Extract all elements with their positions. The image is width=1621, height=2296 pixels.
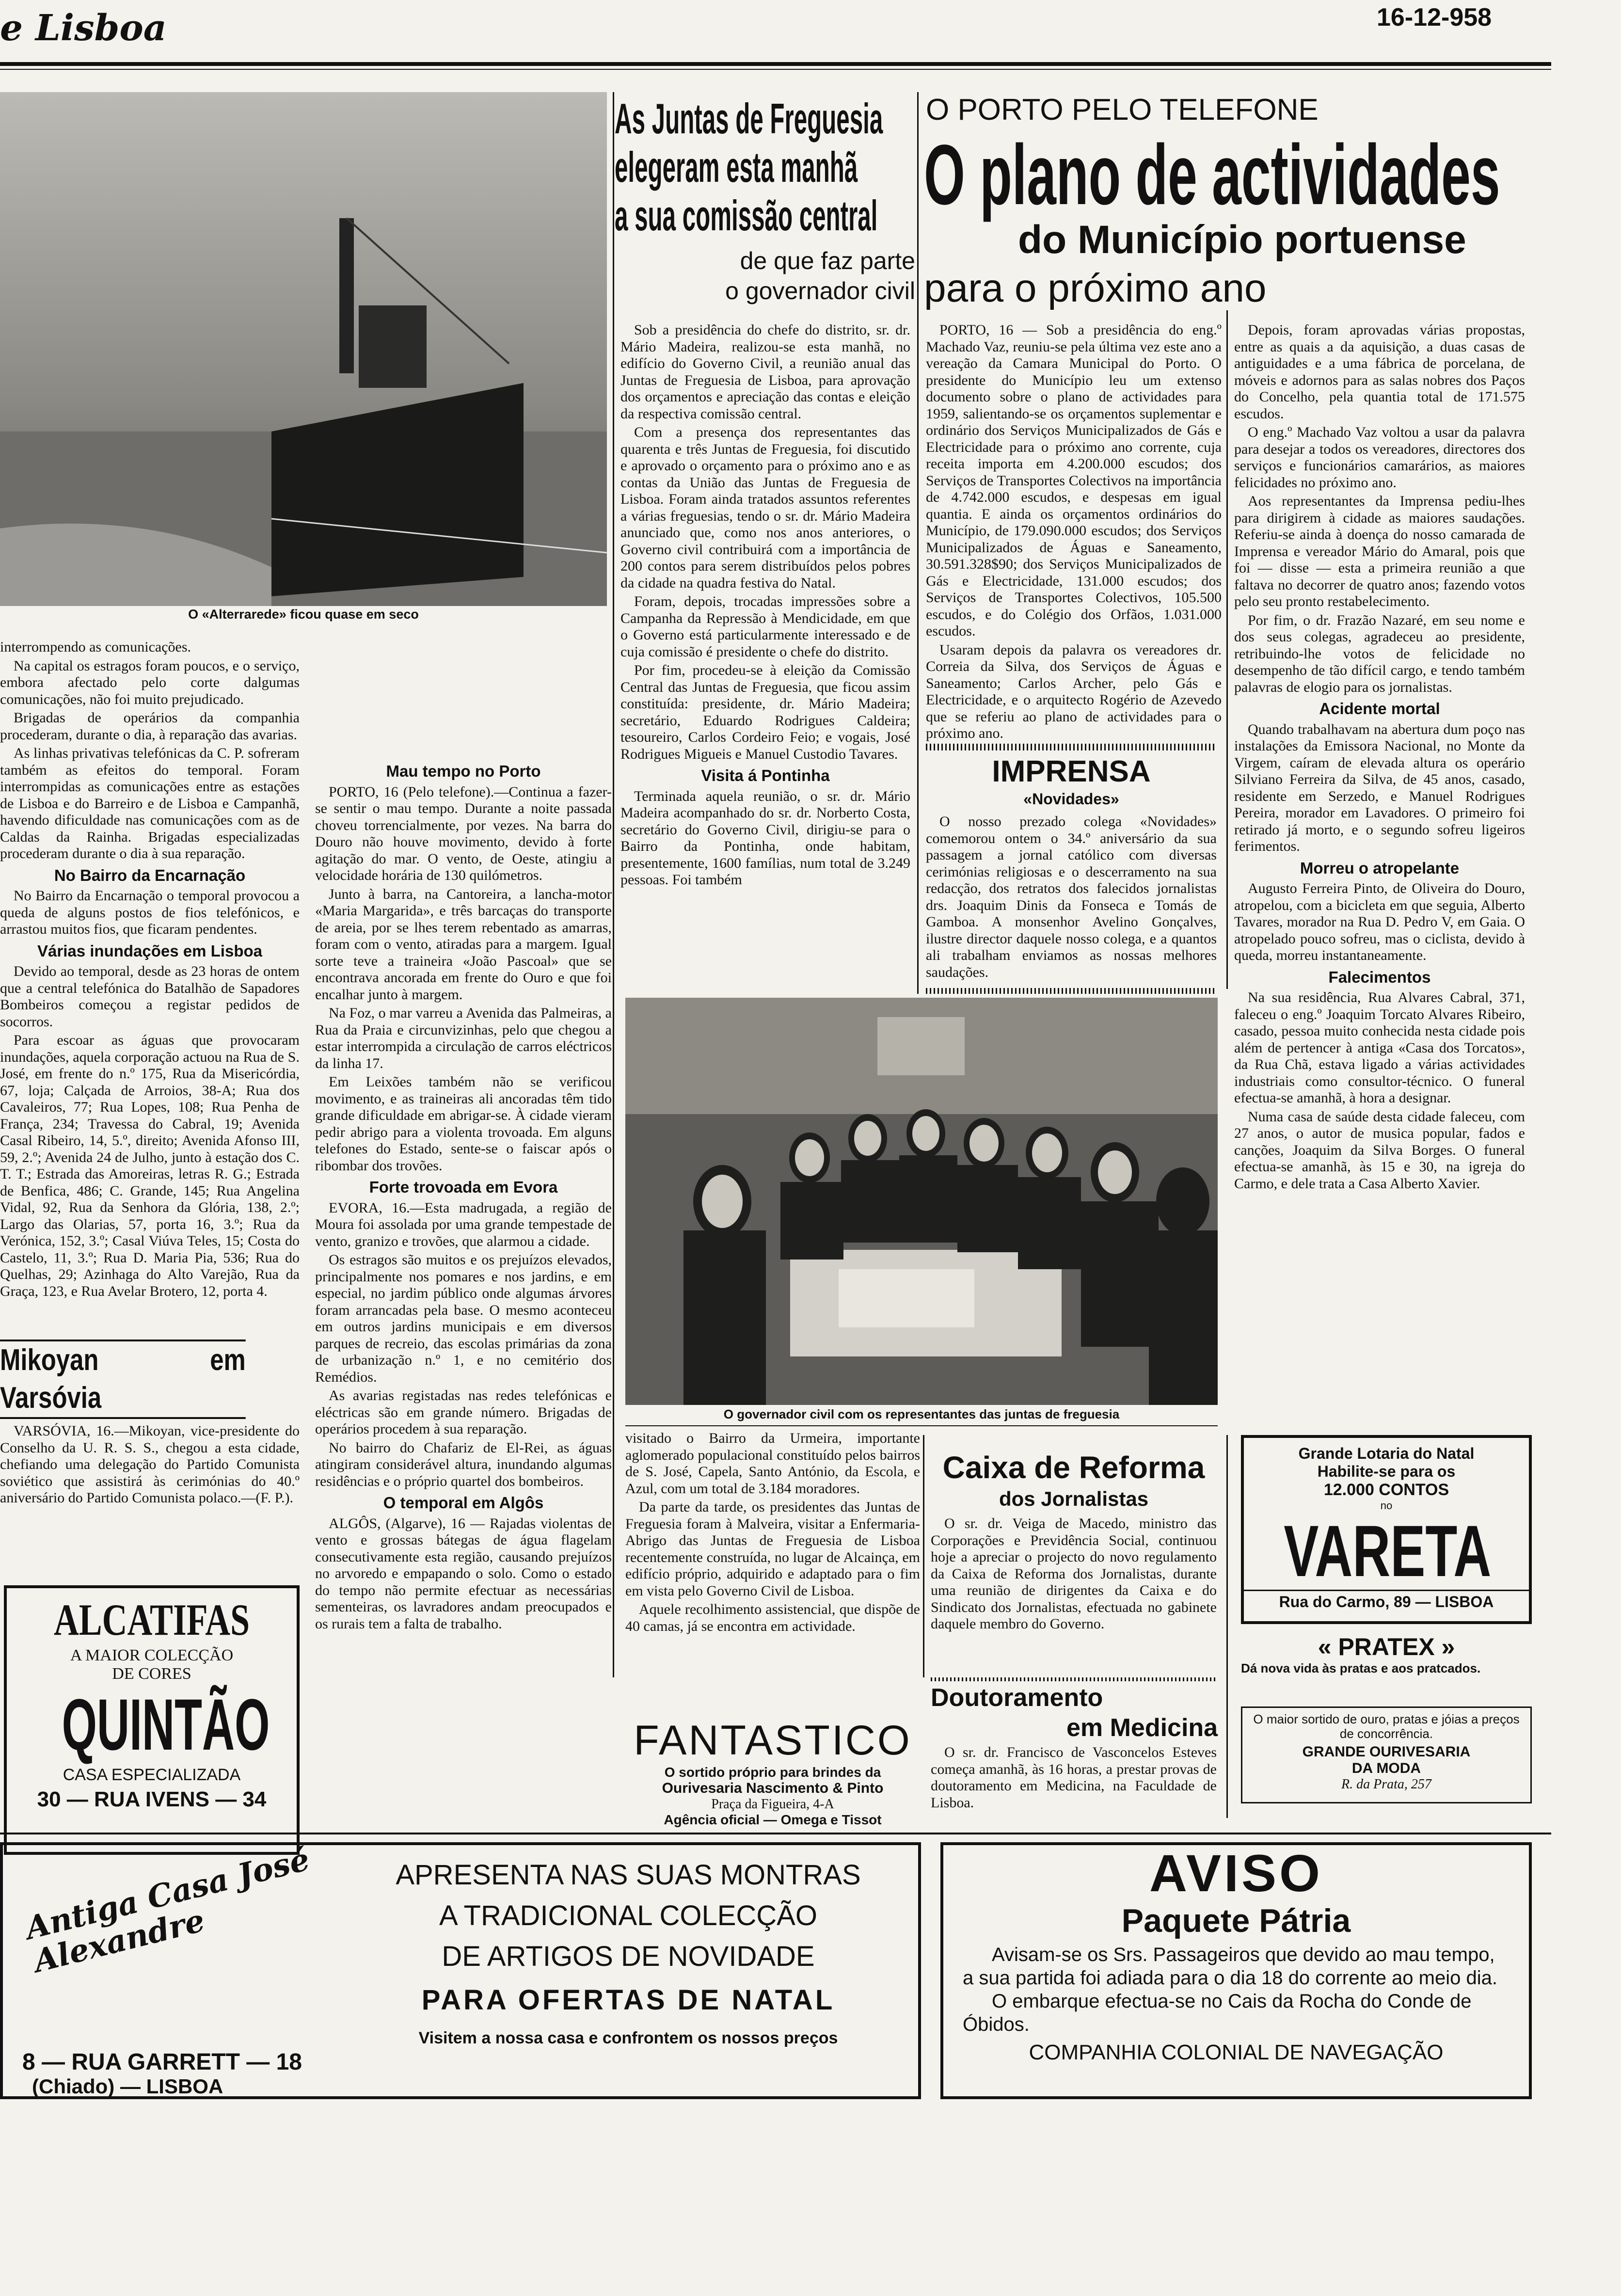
ad-aviso-line1: Avisam-se os Srs. Passageiros que devido ao mau tempo, a sua partida foi adiada para o dia 18 do corrente ao meio dia. [963, 1944, 1497, 1989]
ad-alcatifas-line2: DE CORES [112, 1665, 191, 1683]
porto-title: O plano de actividades [924, 128, 1500, 223]
paragraph: Usaram depois da palavra os vereadores dr. Correia da Silva, dos Serviços de Águas e Saneamento; Carlos Archer, pelo Gás e Electricidade, e o arquitecto Rogério de Azevedo que se referiu ao plano de actividades para o próximo ano. [926, 641, 1222, 741]
paragraph: Por fim, o dr. Frazão Nazaré, em seu nome e dos seus colegas, agradeceu ao presidente, retribuindo-lhe votos de felicidade no desempenho de tão difícil cargo, e tendo também palavras de elogio para os jornalistas. [1234, 612, 1525, 695]
ad-fantastico-line3: Praça da Figueira, 4-A [711, 1797, 834, 1812]
ad-ourivesaria-name1: GRANDE OURIVESARIA [1302, 1744, 1471, 1760]
heading-encarnacao: No Bairro da Encarnação [54, 866, 246, 884]
ad-fantastico-line2: Ourivesaria Nascimento & Pinto [662, 1780, 884, 1796]
juntas-headline-line1: As Juntas de Freguesia [615, 95, 883, 143]
column-rule [613, 92, 614, 1677]
doutoramento-column [931, 1744, 1217, 1813]
ad-pratex [1241, 1633, 1532, 1675]
ad-vareta-name: VARETA [1284, 1510, 1492, 1592]
paragraph: Devido ao temporal, desde as 23 horas de ontem que a central telefónica do Batalhão de Sapadores Bombeiros começou a registar pedidos de socorros. [0, 963, 300, 1030]
paragraph: EVORA, 16.—Esta madrugada, a região de Moura foi assolada por uma grande tempestade de vento, granizo e trovões, que alarmou a cidade. [315, 1199, 612, 1249]
paragraph: ALGÔS, (Algarve), 16 — Rajadas violentas de vento e grossas bátegas de água flagelam consecutivamente esta região, causando prejuízos no arvoredo e empapando o solo. Como o estado do tempo não permite efectuar as necessárias sementeiras, os lavradores andam preocupados e os rurais tem a falta de trabalho. [315, 1515, 612, 1632]
ship-photo [0, 92, 607, 606]
ad-vareta [1241, 1435, 1532, 1624]
paragraph: As avarias registadas nas redes telefónicas e eléctricas são em grande número. Brigadas de operários procedem à sua reparação. [315, 1387, 612, 1437]
column-rule [1226, 1435, 1228, 1818]
paragraph: O sr. dr. Veiga de Macedo, ministro das Corporações e Previdência Social, continuou hoje a apreciar o projecto do novo regulamento da Caixa de Reforma dos Jornalistas, durante uma reunião de dirigentes da Caixa e do Sindicato dos Jornalistas, efectuada no gabinete daquele membro do Governo. [931, 1515, 1217, 1632]
ad-fantastico [625, 1716, 920, 1828]
juntas-subhead-1: de que faz parte [740, 247, 915, 274]
doutoramento-title-2: em Medicina [1066, 1714, 1218, 1742]
ad-fantastico-line1: O sortido próprio para brindes da [664, 1765, 881, 1780]
porto-kicker: O PORTO PELO TELEFONE [926, 93, 1319, 127]
paragraph: Com a presença dos representantes das quarenta e três Juntas de Freguesia, foi discutido e aprovado o orçamento para o próximo ano e as contas da União das Juntas de Freguesia de Lisboa. Foram ainda tratados assuntos referentes a várias freguesias, tendo o sr. dr. Mário Madeira anunciado que, como nos anos anteriores, o Governo civil contribuirá com a importância de 200 contos para serem distribuídos pelos pobres da cidade na quadra festiva do Natal. [620, 424, 910, 591]
paragraph: Depois, foram aprovadas várias propostas, entre as quais a da aquisição, a duas casas de antiguidades e a uma fábrica de porcelana, de móveis e adornos para as salas nobres dos Paços do Concelho, pela quantia total de 171.575 escudos. [1234, 322, 1525, 422]
divider-hatch [926, 988, 1217, 994]
column-rule [923, 1435, 924, 1677]
juntas-headline [615, 95, 915, 306]
ad-jose-line4: PARA OFERTAS DE NATAL [421, 1984, 835, 2016]
ad-aviso-line2: O embarque efectua-se no Cais da Rocha do Conde de Óbidos. [963, 1991, 1472, 2035]
paragraph: visitado o Bairro da Urmeira, importante aglomerado populacional constituído pelos bairros de S. José, Capela, Santo António, da Escola, e Azul, com um total de 3.184 moradores. [625, 1430, 920, 1497]
divider-hatch [931, 1677, 1217, 1681]
heading-falecimentos: Falecimentos [1328, 968, 1431, 986]
paragraph: Brigadas de operários da companhia procederam, durante o dia, à reparação das avarias. [0, 710, 300, 743]
paragraph: Na sua residência, Rua Alvares Cabral, 371, faleceu o eng.º Joaquim Torcato Alvares Ribeiro, casado, pessoa muito conhecida nesta cidade pois além de pertencer à antiga «Casa dos Torcatos», da Rua Chã, estava ligado a várias actividades industriais como consultor-técnico. O funeral efectua-se amanhã, à hora a designar. [1234, 989, 1525, 1106]
porto-column-2 [1234, 322, 1525, 1194]
ad-ourivesaria-address: R. da Prata, 257 [1341, 1777, 1431, 1792]
paragraph: Augusto Ferreira Pinto, de Oliveira do Douro, atropelou, com a bicicleta em que seguia, Alberto Tavares, morador na Rua D. Pedro V, em Gaia. O atropelado pouco sofreu, mas o ciclista, devido à queda, morreu instantaneamente. [1234, 880, 1525, 963]
ad-jose-text [352, 1855, 905, 2053]
imprensa-subtitle: «Novidades» [1023, 790, 1119, 808]
heading-mikoyan: Mikoyan em Varsóvia [0, 1339, 246, 1419]
paragraph: Para escoar as águas que provocaram inundações, aquela corporação actuou na Rua de S. José, em frente do n.º 175, Rua da Misericórdia, 67, loja; Calçada de Arroios, 38-A; Rua dos Cavaleiros, 77; Rua Lopes, 108; Rua Penha de França, 234; Travessa do Cabral, 19; Avenida Casal Ribeiro, 14, 5.º, direito; Avenida Afonso III, 59, 2.º; Avenida 24 de Julho, junto à estação dos C. T. T.; Estrada das Amoreiras, letras R. G.; Estrada de Benfica, 486; C. Grande, 145; Rua Angelina Vidal, 92, Rua da Senhora da Glória, 138, 2.º; Largo das Olarias, 57, porta 16, 3.º; Rua da Verónica, 152, 3.º; Casal Viúva Teles, 15; Costa do Castelo, 11, 3.º; Rua D. Maria Pia, 536; Rua do Quelhas, 29; Azinhaga do Alto Varejão, Rua da Graça, 123, e Rua Avelar Brotero, 12, porta 4. [0, 1032, 300, 1299]
ad-fantastico-title: FANTASTICO [634, 1717, 912, 1764]
paragraph: PORTO, 16 — Sob a presidência do eng.º Machado Vaz, reuniu-se pela última vez este ano a vereação da Camara Municipal do Porto. O presidente do Município leu um extenso documento sobre o plano de actividades para 1959, salientando-se os orçamentos suplementar e ordinário dos Serviços Municipalizados de Gás e Electricidade para o próximo ano corrente, cuja receita importa em 4.200.000 escudos; dos Serviços de Transportes Colectivos na importância de 4.742.000 escudos, e despesas em igual quantia. E ainda os orçamentos ordinários do Município, de 179.090.000 escudos; dos Serviços Municipalizados de Águas e Saneamento, 30.591.328$90; dos Serviços Municipalizados de Gás e Electricidade, 131.000 escudos; dos Serviços de Transportes Colectivos, 105.500 escudos, e do Colégio dos Orfãos, 1.031.000 escudos. [926, 322, 1222, 639]
ad-alcatifas-name: QUINTÃO [62, 1684, 270, 1765]
column-2 [315, 639, 612, 1634]
ad-jose-line3: DE ARTIGOS DE NOVIDADE [442, 1941, 815, 1972]
paragraph: Da parte da tarde, os presidentes das Juntas de Freguesia foram à Malveira, visitar a Enfermaria-Abrigo das Juntas de Freguesia de Lisboa recentemente construída, no lugar de Alcainça, em edifício próprio, adquirido e adaptado para o fim em vista pelo Governo Civil de Lisboa. [625, 1499, 920, 1599]
paragraph: VARSÓVIA, 16.—Mikoyan, vice-presidente do Conselho da U. R. S. S., chegou a esta cidade, chefiando uma delegação do Partido Comunista soviético que assistirá às cerimónias do 40.º aniversário do Partido Comunista polaco.—(F. P.). [0, 1423, 300, 1506]
ad-jose-line2: A TRADICIONAL COLECÇÃO [439, 1900, 817, 1931]
header-rule-thin [0, 69, 1551, 70]
paragraph [315, 639, 612, 758]
column-rule [1226, 310, 1228, 989]
paragraph: Foram, depois, trocadas impressões sobre a Campanha da Repressão à Mendicidade, em que o Governo está particularmente interessado e de cuja comissão é presidente o chefe do distrito. [620, 593, 910, 660]
ship-photo-caption: O «Alterrarede» ficou quase em seco [188, 607, 419, 622]
paragraph: Terminada aquela reunião, o sr. dr. Mário Madeira acompanhado do sr. dr. Norberto Costa, secretário do Governo Civil, dirigiu-se para o Bairro da Pontinha, onde habitam, presentemente, 1600 famílias, num total de 3.249 pessoas. Foi também [620, 788, 910, 888]
ad-jose-address-1: 8 — RUA GARRETT — 18 [22, 2049, 302, 2075]
ad-alcatifas [4, 1585, 300, 1855]
ad-vareta-line2: Habilite-se para os [1317, 1463, 1456, 1480]
issue-date: 16-12-958 [1377, 3, 1492, 32]
juntas-column [620, 322, 910, 891]
ad-aviso-subtitle: Paquete Pátria [1121, 1902, 1351, 1939]
paragraph: Em Leixões também não se verificou movimento, e as traineiras ali ancoradas têm tido grande dificuldade em abrigar-se. À cidade vieram pedir abrigo para a violenta trovoada. Em alguns telefones do Estado, sente-se o faiscar após o ribombar dos trovões. [315, 1074, 612, 1174]
caixa-column [931, 1515, 1217, 1635]
imprensa-title: IMPRENSA [992, 755, 1151, 788]
ad-vareta-address: Rua do Carmo, 89 — LISBOA [1244, 1590, 1529, 1611]
paragraph: Na capital os estragos foram poucos, e o serviço, embora afectado pelo corte dalgumas comunicações, não foi muito prejudicado. [0, 657, 300, 707]
ad-ourivesaria-line1: O maior sortido de ouro, pratas e jóias a preços de concorrência. [1253, 1712, 1520, 1741]
paragraph: As linhas privativas telefónicas da C. P. sofreram também as efeitos do temporal. Foram interrompidas as comunicações entre as estações de Lisboa e do Barreiro e de Lisboa e Campanhã, havendo dificuldade nas comunicações com as de Caldas da Rainha. Brigadas especializadas procederam durante o dia à sua reparação. [0, 745, 300, 861]
paragraph: O eng.º Machado Vaz voltou a usar da palavra para desejar a todos os vereadores, directores dos serviços e funcionários camarários, as maiores felicidades no próximo ano. [1234, 424, 1525, 491]
paragraph: Por fim, procedeu-se à eleição da Comissão Central das Juntas de Freguesia, que ficou assim constituída: presidente, dr. Mário Madeira; secretário, Eduardo Rodrigues Caldeira; tesoureiro, Carlos Cordeiro Feio; e vogais, José Rodrigues Migueis e Manuel Custodio Tavares. [620, 662, 910, 762]
caixa-title: Caixa de Reforma [942, 1450, 1205, 1485]
ad-jose-logo: Antiga Casa José Alexandre [22, 1841, 314, 1980]
ad-fantastico-line4: Agência oficial — Omega e Tissot [664, 1812, 882, 1827]
heading-acidente-mortal: Acidente mortal [1319, 700, 1440, 718]
group-photo [625, 998, 1218, 1405]
ad-vareta-line3: 12.000 CONTOS [1323, 1481, 1449, 1499]
header-rule [0, 62, 1551, 66]
paragraph: interrompendo as comunicações. [0, 639, 191, 655]
ad-jose-address-2: (Chiado) — LISBOA [32, 2075, 223, 2098]
group-photo-image [625, 998, 1218, 1405]
paragraph: PORTO, 16 (Pelo telefone).—Continua a fazer-se sentir o mau tempo. Durante a noite passada choveu torrencialmente, por vezes. Na barra do Douro não houve movimento, devido à forte agitação do mar. O vento, de Oeste, atingiu a velocidade horária de 130 quilómetros. [315, 783, 612, 883]
ad-alcatifas-address: 30 — RUA IVENS — 34 [37, 1787, 267, 1811]
ad-pratex-name: « PRATEX » [1318, 1633, 1455, 1660]
caption-rule [625, 1425, 1218, 1426]
ad-ourivesaria-name2: DA MODA [1351, 1760, 1421, 1776]
ad-jose-alexandre [0, 1842, 921, 2099]
porto-subtitle-1: do Município portuense [1018, 218, 1466, 262]
paragraph: Junto à barra, na Cantoreira, a lancha-motor «Maria Margarida», e três barcaças do transporte de areia, por se lhes terem rebentado as amarras, foram com o vento, atiradas para a margem. Igual sorte teve a traineira «João Pascoal» que se encontrava ancorada em frente do Ouro e que foi encalhar junto à margem. [315, 886, 612, 1003]
ad-vareta-line1: Grande Lotaria do Natal [1298, 1445, 1475, 1462]
paragraph: O nosso prezado colega «Novidades» comemorou ontem o 34.º aniversário da sua passagem a jornal católico com diversas cerimónias religiosas e o descerramento na sua redacção, dos retratos dos falecidos jornalistas drs. Joaquim Dinis da Fonseca e Tomás de Gamboa. A monsenhor Avelino Gonçalves, ilustre director daquele nosso colega, e a quantos ali trabalham enviamos as nossas melhores saudações. [926, 813, 1217, 980]
juntas-subhead-2: o governador civil [725, 277, 915, 304]
column-1 [0, 639, 300, 1509]
ad-ourivesaria [1241, 1706, 1532, 1803]
ad-aviso-title: AVISO [1149, 1844, 1323, 1902]
ad-jose-line5: Visitem a nossa casa e confrontem os nossos preços [418, 2029, 838, 2047]
ad-aviso [940, 1842, 1532, 2099]
ad-jose-line1: APRESENTA NAS SUAS MONTRAS [396, 1859, 861, 1891]
ad-alcatifas-line3: CASA ESPECIALIZADA [63, 1766, 241, 1784]
caixa-subtitle: dos Jornalistas [999, 1487, 1149, 1510]
ad-aviso-company: COMPANHIA COLONIAL DE NAVEGAÇÃO [1029, 2041, 1444, 2064]
ad-pratex-line1: Dá nova vida às pratas e aos pratcados. [1241, 1661, 1481, 1675]
paragraph: No Bairro da Encarnação o temporal provocou a queda de alguns postos de fios telefónicos, e arrastou muitos fios, que ficaram pendentes. [0, 888, 300, 937]
paragraph: O sr. dr. Francisco de Vasconcelos Esteves começa amanhã, às 16 horas, a prestar provas de doutoramento em Medicina, na Faculdade de Lisboa. [931, 1744, 1217, 1811]
heading-inundacoes: Várias inundações em Lisboa [37, 941, 262, 960]
group-photo-caption: O governador civil com os representantes das juntas de freguesia [723, 1407, 1120, 1421]
heading-visita-pontinha: Visita á Pontinha [701, 766, 830, 784]
juntas-headline-line2: elegeram esta manhã [615, 143, 858, 191]
paragraph: No bairro do Chafariz de El-Rei, as águas atingiram considerável altura, inundando algumas residências e o próprio quartel dos bombeiros. [315, 1439, 612, 1489]
porto-column-1 [926, 322, 1222, 741]
juntas-headline-line3: a sua comissão central [615, 191, 878, 239]
paragraph: Quando trabalhavam na abertura dum poço nas instalações da Emissora Nacional, no Monte da Virgem, caíram de elevada altura os operário Silviano Ferreira da Silva, de 45 anos, casado, residente em Serzedo, e Manuel Rodrigues Pereira, morador em Lavadores. O primeiro foi retirado já morto, e o segundo sofreu ligeiros ferimentos. [1234, 721, 1525, 854]
masthead: e Lisboa [0, 7, 167, 49]
paragraph: Os estragos são muitos e os prejuízos elevados, principalmente nos pomares e nos jardins, e em especial, no jardim público onde algumas árvores foram arrancadas pela base. O mesmo aconteceu em outros jardins municipais e em diversos parques de recreio, das escolas primárias da zona de urbanização n.º 1, e no cemitério dos Remédios. [315, 1252, 612, 1385]
doutoramento-title-1: Doutoramento [931, 1684, 1103, 1712]
ship-photo-image [0, 92, 607, 606]
imprensa-column [926, 813, 1217, 983]
ad-vareta-line4: no [1380, 1499, 1393, 1512]
paragraph: Aos representantes da Imprensa pediu-lhes para dirigirem à cidade as maiores saudações. Referiu-se ainda à doença do nosso camarada de Imprensa e vereador Mário do Amaral, pois que foi — disse — esta a primeira reunião a que faltava no decorrer de quatro anos; fazendo votos pelo seu pronto restabelecimento. [1234, 493, 1525, 609]
ad-alcatifas-title: ALCATIFAS [53, 1595, 250, 1644]
heading-morreu-atropelante: Morreu o atropelante [1300, 859, 1460, 877]
heading-temporal-algos: O temporal em Algôs [383, 1494, 544, 1512]
juntas-continuation [625, 1430, 920, 1637]
bottom-section-rule [0, 1833, 1551, 1834]
paragraph: Sob a presidência do chefe do distrito, sr. dr. Mário Madeira, realizou-se esta manhã, no edifício do Governo Civil, a reunião anual das Juntas de Freguesia de Lisboa, para aprovação dos orçamentos e apreciação das contas e eleição da respectiva comissão central. [620, 322, 910, 422]
ad-alcatifas-line1: A MAIOR COLECÇÃO [70, 1646, 234, 1664]
column-rule [917, 92, 919, 994]
paragraph: Numa casa de saúde desta cidade faleceu, com 27 anos, o autor de musica popular, fados e canções, Joaquim da Silva Borges. O funeral efectua-se amanhã, às 15 e 30, na igreja do Carmo, e dele trata a Casa Alberto Xavier. [1234, 1108, 1525, 1192]
divider-hatch [926, 744, 1217, 750]
porto-subtitle-2: para o próximo ano [924, 266, 1267, 310]
heading-mau-tempo-porto: Mau tempo no Porto [386, 762, 541, 780]
paragraph: Na Foz, o mar varreu a Avenida das Palmeiras, a Rua da Praia e circunvizinhas, pelo que chegou a estar interrompida a circulação de carros eléctricos da linha 17. [315, 1005, 612, 1071]
heading-trovoada-evora: Forte trovoada em Evora [369, 1178, 558, 1196]
paragraph: Aquele recolhimento assistencial, que dispõe de 40 camas, já se encontra em actividade. [625, 1601, 920, 1634]
